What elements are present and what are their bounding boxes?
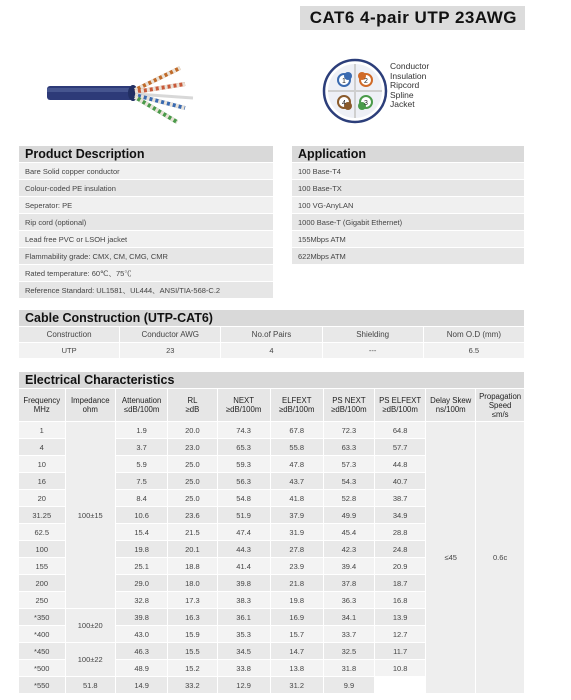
table-cell: 1.9 (116, 422, 167, 438)
application-heading: Application (292, 146, 524, 162)
table-cell: UTP (19, 343, 119, 358)
column-header: Construction (19, 327, 119, 342)
column-header (19, 389, 65, 421)
list-item: Rip cord (optional) (19, 214, 273, 231)
table-cell: 45.4 (324, 524, 374, 540)
column-header-line: ≥dB (185, 405, 200, 414)
table-row (19, 422, 524, 438)
table-cell: 36.1 (218, 609, 270, 625)
table-cell: 7.5 (116, 473, 167, 489)
legend-label: Jacket (390, 99, 415, 110)
table-cell: 33.7 (324, 626, 374, 642)
product-description-list (19, 163, 273, 299)
table-cell: *350 (19, 609, 65, 625)
pair-number: 1 (342, 78, 346, 85)
table-cell: 27.8 (271, 541, 323, 557)
table-cell: 34.1 (324, 609, 374, 625)
table-cell: 20.1 (168, 541, 216, 557)
electrical-characteristics-table (18, 388, 525, 694)
table-cell: 4 (221, 343, 321, 358)
table-cell: 46.3 (116, 643, 167, 659)
table-cell: 37.9 (271, 507, 323, 523)
column-header: Conductor AWG (120, 327, 220, 342)
column-header-line: RL (187, 396, 198, 405)
legend-label: Insulation (390, 70, 427, 81)
column-header-line: MHz (33, 405, 50, 414)
column-header-line: PS ELFEXT (379, 396, 422, 405)
table-cell: 100±20 (66, 609, 115, 642)
table-cell: --- (323, 343, 423, 358)
table-cell: 38.3 (218, 592, 270, 608)
table-cell: 250 (19, 592, 65, 608)
table-cell: 33.2 (168, 677, 216, 693)
table-cell: 44.3 (218, 541, 270, 557)
column-header-line: ELFEXT (282, 396, 312, 405)
table-cell: 62.5 (19, 524, 65, 540)
legend-label: Spline (390, 89, 414, 100)
table-cell: 10 (19, 456, 65, 472)
table-cell: 47.4 (218, 524, 270, 540)
column-header-line: NEXT (233, 396, 254, 405)
table-cell: 155 (19, 558, 65, 574)
table-cell: 32.8 (116, 592, 167, 608)
list-item: Colour-coded PE insulation (19, 180, 273, 197)
list-item: Flammability grade: CMX, CM, CMG, CMR (19, 248, 273, 265)
table-cell: 4 (19, 439, 65, 455)
cable-image (45, 62, 205, 142)
list-item: 100 Base-TX (292, 180, 524, 197)
table-cell: 9.9 (324, 677, 374, 693)
table-cell: 15.2 (168, 660, 216, 676)
table-cell: 47.8 (271, 456, 323, 472)
table-cell: 63.3 (324, 439, 374, 455)
column-header (116, 389, 167, 421)
table-cell: 100 (19, 541, 65, 557)
table-cell: 51.8 (66, 677, 115, 693)
table-cell: 1 (19, 422, 65, 438)
table-cell: 25.0 (168, 456, 216, 472)
column-header-line: Impedance (70, 396, 110, 405)
list-item: 100 Base-T4 (292, 163, 524, 180)
column-header-line: Propagation (479, 391, 522, 401)
table-cell: ≤45 (426, 422, 475, 693)
table-cell: 24.8 (375, 541, 425, 557)
column-header: Nom O.D (mm) (424, 327, 524, 342)
table-cell: 13.9 (375, 609, 425, 625)
table-cell: 39.8 (116, 609, 167, 625)
column-header (168, 389, 216, 421)
table-cell: 16.3 (168, 609, 216, 625)
table-cell: 23.0 (168, 439, 216, 455)
table-cell: 5.9 (116, 456, 167, 472)
column-header (426, 389, 475, 421)
table-cell: 41.4 (218, 558, 270, 574)
table-cell: 29.0 (116, 575, 167, 591)
table-cell: 36.3 (324, 592, 374, 608)
table-cell: 6.5 (424, 343, 524, 358)
application-list (292, 163, 524, 265)
column-header (476, 389, 524, 421)
cross-section-legend (390, 62, 429, 110)
list-item: 100 VG-AnyLAN (292, 197, 524, 214)
product-description-heading: Product Description (19, 146, 273, 162)
column-header-line: Frequency (23, 396, 61, 405)
table-cell: 23.6 (168, 507, 216, 523)
electrical-characteristics-heading: Electrical Characteristics (19, 372, 524, 388)
table-cell: 11.7 (375, 643, 425, 659)
table-cell: 34.5 (218, 643, 270, 659)
table-cell: 25.1 (116, 558, 167, 574)
column-header (218, 389, 270, 421)
table-cell: 13.8 (271, 660, 323, 676)
column-header: Shielding (323, 327, 423, 342)
list-item: 622Mbps ATM (292, 248, 524, 265)
table-cell: 20 (19, 490, 65, 506)
column-header (271, 389, 323, 421)
pair-number: 4 (342, 100, 346, 107)
table-cell: 40.7 (375, 473, 425, 489)
table-cell: 44.8 (375, 456, 425, 472)
table-cell: 33.8 (218, 660, 270, 676)
column-header (66, 389, 115, 421)
cable-cross-section-diagram (315, 58, 395, 124)
column-header-line: Delay Skew (430, 396, 472, 405)
table-cell: 39.4 (324, 558, 374, 574)
table-cell: 37.8 (324, 575, 374, 591)
table-cell: 19.8 (271, 592, 323, 608)
table-cell: 15.7 (271, 626, 323, 642)
table-cell: 67.8 (271, 422, 323, 438)
table-cell: 72.3 (324, 422, 374, 438)
column-header-line: ≤m/s (491, 409, 509, 419)
table-cell: 64.8 (375, 422, 425, 438)
column-header-line: ≥dB/100m (278, 405, 315, 414)
table-row (19, 343, 524, 358)
column-header-line: ≥dB/100m (331, 405, 367, 414)
table-cell: 31.25 (19, 507, 65, 523)
table-cell: 200 (19, 575, 65, 591)
table-cell: 23.9 (271, 558, 323, 574)
table-cell: 39.8 (218, 575, 270, 591)
list-item: Seperator: PE (19, 197, 273, 214)
table-cell: 48.9 (116, 660, 167, 676)
column-header-line: ≤dB/100m (123, 405, 160, 414)
table-cell: 42.3 (324, 541, 374, 557)
column-header (375, 389, 425, 421)
table-cell: 51.9 (218, 507, 270, 523)
table-cell: 3.7 (116, 439, 167, 455)
table-cell: 18.7 (375, 575, 425, 591)
table-cell: 10.8 (375, 660, 425, 676)
table-cell: 31.2 (271, 677, 323, 693)
legend-label: Conductor (390, 61, 430, 71)
table-cell: 41.8 (271, 490, 323, 506)
table-cell: 35.3 (218, 626, 270, 642)
table-cell: 100±15 (66, 422, 115, 608)
table-cell: 20.0 (168, 422, 216, 438)
table-cell: 59.3 (218, 456, 270, 472)
table-cell: 25.0 (168, 490, 216, 506)
pair-number: 2 (364, 78, 368, 85)
table-cell: 12.9 (218, 677, 270, 693)
column-header-line: ≥dB/100m (382, 405, 418, 414)
list-item: Bare Solid copper conductor (19, 163, 273, 180)
table-cell: 21.5 (168, 524, 216, 540)
table-cell: 65.3 (218, 439, 270, 455)
table-cell: 74.3 (218, 422, 270, 438)
table-cell: 43.7 (271, 473, 323, 489)
table-cell: 38.7 (375, 490, 425, 506)
table-cell: 12.7 (375, 626, 425, 642)
column-header-line: ohm (82, 405, 98, 414)
table-cell: 14.9 (116, 677, 167, 693)
table-cell: 28.8 (375, 524, 425, 540)
list-item: Rated temperature: 60℃、75℃ (19, 265, 273, 282)
page-title: CAT6 4-pair UTP 23AWG (300, 6, 525, 30)
pair-number: 3 (364, 100, 368, 107)
table-cell: *450 (19, 643, 65, 659)
table-cell: 20.9 (375, 558, 425, 574)
table-cell: 8.4 (116, 490, 167, 506)
column-header: No.of Pairs (221, 327, 321, 342)
table-cell: 18.0 (168, 575, 216, 591)
table-cell: 16 (19, 473, 65, 489)
column-header-line: Speed (488, 400, 512, 410)
list-item: Lead free PVC or LSOH jacket (19, 231, 273, 248)
legend-label: Ripcord (390, 80, 420, 91)
list-item: 155Mbps ATM (292, 231, 524, 248)
table-cell: 25.0 (168, 473, 216, 489)
table-cell: 55.8 (271, 439, 323, 455)
table-cell: *550 (19, 677, 65, 693)
table-cell: 17.3 (168, 592, 216, 608)
table-cell: 57.7 (375, 439, 425, 455)
table-cell: 56.3 (218, 473, 270, 489)
table-cell: 52.8 (324, 490, 374, 506)
cable-construction-table (18, 326, 525, 359)
table-cell: 54.8 (218, 490, 270, 506)
table-cell: 15.5 (168, 643, 216, 659)
table-cell: 15.9 (168, 626, 216, 642)
column-header-line: ≥dB/100m (225, 405, 262, 414)
table-cell: *400 (19, 626, 65, 642)
table-cell: 23 (120, 343, 220, 358)
table-cell: 100±22 (66, 643, 115, 676)
cable-construction-heading: Cable Construction (UTP-CAT6) (19, 310, 524, 326)
list-item: Reference Standard: UL1581、UL444、ANSI/TIA-568-C.2 (19, 282, 273, 299)
table-cell: 18.8 (168, 558, 216, 574)
column-header-line: Attenuation (121, 396, 162, 405)
table-cell: 43.0 (116, 626, 167, 642)
column-header (324, 389, 374, 421)
table-cell: 15.4 (116, 524, 167, 540)
table-cell: 54.3 (324, 473, 374, 489)
table-cell: 57.3 (324, 456, 374, 472)
table-cell: 31.9 (271, 524, 323, 540)
table-cell: 16.9 (271, 609, 323, 625)
table-cell: 0.6c (476, 422, 524, 693)
table-cell: 34.9 (375, 507, 425, 523)
table-cell: 14.7 (271, 643, 323, 659)
column-header-line: ns/100m (435, 405, 466, 414)
table-cell: 32.5 (324, 643, 374, 659)
table-cell: 10.6 (116, 507, 167, 523)
column-header-line: PS NEXT (332, 396, 366, 405)
table-cell: 19.8 (116, 541, 167, 557)
list-item: 1000 Base-T (Gigabit Ethernet) (292, 214, 524, 231)
table-cell: 49.9 (324, 507, 374, 523)
table-cell: *500 (19, 660, 65, 676)
table-cell: 31.8 (324, 660, 374, 676)
table-cell: 16.8 (375, 592, 425, 608)
table-cell: 21.8 (271, 575, 323, 591)
